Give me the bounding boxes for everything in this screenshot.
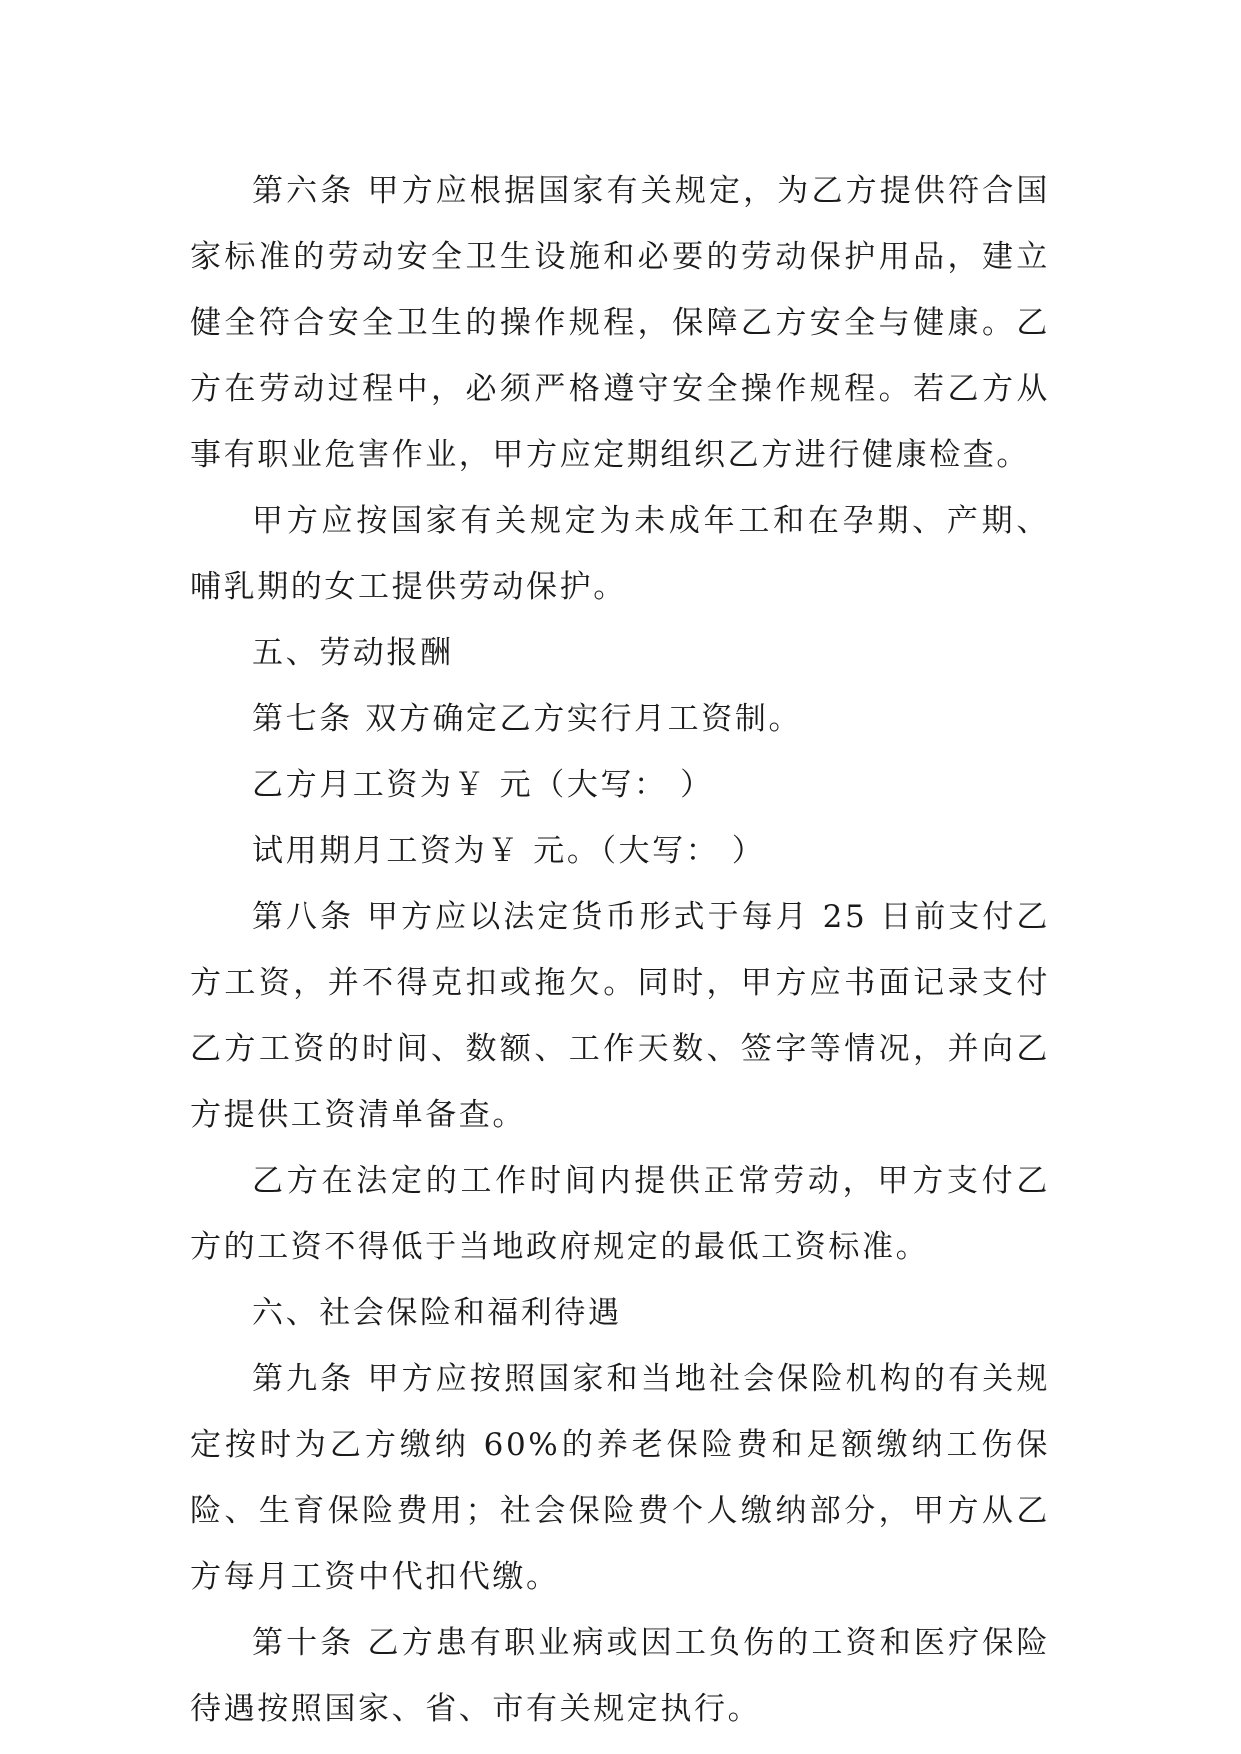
section-heading-remuneration: 五、劳动报酬	[252, 635, 454, 671]
minimum-wage-paragraph: 乙方在法定的工作时间内提供正常劳动，甲方支付乙方的工资不得低于当地政府规定的最低工资标准。	[190, 1163, 1050, 1265]
contract-body	[190, 158, 1050, 1742]
article-6-paragraph: 第六条 甲方应根据国家有关规定，为乙方提供符合国家标准的劳动安全卫生设施和必要的劳动保护用品，建立健全符合安全卫生的操作规程，保障乙方安全与健康。乙方在劳动过程中，必须严格遵守安全操作规程。若乙方从事有职业危害作业，甲方应定期组织乙方进行健康检查。	[190, 173, 1050, 473]
article-8-paragraph: 第八条 甲方应以法定货币形式于每月 25 日前支付乙方工资，并不得克扣或拖欠。同时，甲方应书面记录支付乙方工资的时间、数额、工作天数、签字等情况，并向乙方提供工资清单备查。	[190, 899, 1050, 1133]
article-6-protection-paragraph: 甲方应按国家有关规定为未成年工和在孕期、产期、哺乳期的女工提供劳动保护。	[190, 503, 1050, 605]
article-7-paragraph: 第七条 双方确定乙方实行月工资制。	[252, 701, 803, 737]
article-9-paragraph: 第九条 甲方应按照国家和当地社会保险机构的有关规定按时为乙方缴纳 60%的养老保险费和足额缴纳工伤保险、生育保险费用；社会保险费个人缴纳部分，甲方从乙方每月工资中代扣代缴。	[190, 1361, 1050, 1595]
section-heading-social-insurance: 六、社会保险和福利待遇	[252, 1295, 622, 1331]
article-10-paragraph: 第十条 乙方患有职业病或因工负伤的工资和医疗保险待遇按照国家、省、市有关规定执行。	[190, 1625, 1050, 1727]
probation-salary-line: 试用期月工资为￥ 元。（大写： ）	[252, 833, 766, 869]
monthly-salary-line: 乙方月工资为￥ 元（大写： ）	[252, 767, 714, 803]
